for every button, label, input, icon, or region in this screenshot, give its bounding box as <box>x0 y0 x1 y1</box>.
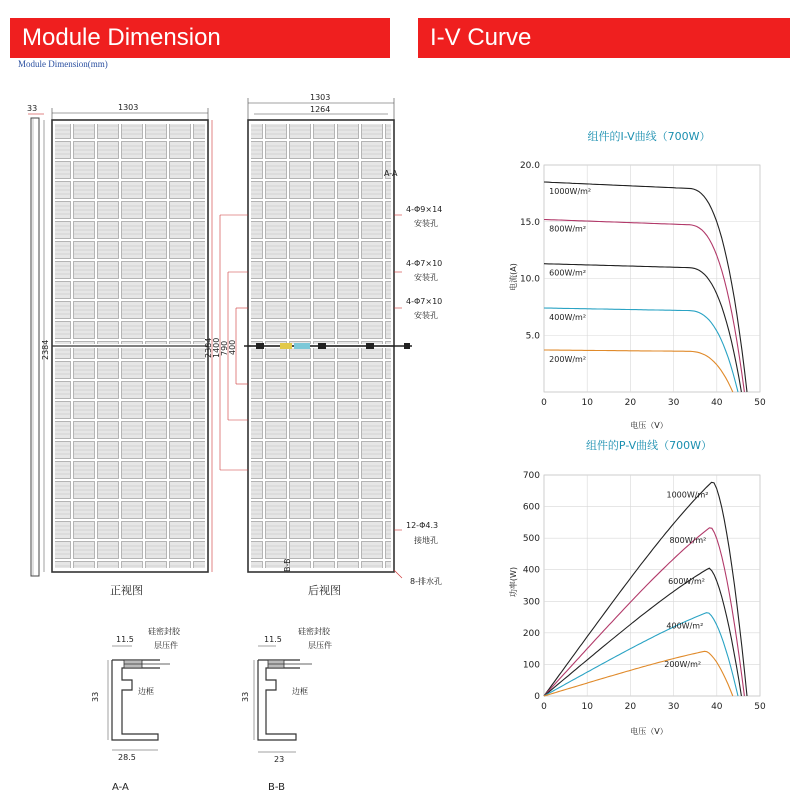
iv-x-tick: 40 <box>711 398 723 408</box>
iv-curve-banner: I-V Curve <box>418 18 790 58</box>
pv-x-tick: 30 <box>667 702 680 712</box>
iv-series-label-4: 200W/m² <box>549 355 587 365</box>
iv-series-label-0: 1000W/m² <box>549 187 592 197</box>
pv-series-label-1: 800W/m² <box>669 536 707 546</box>
pv-chart-ylabel: 功率(W) <box>509 566 518 598</box>
section-b-dim-side: 33 <box>241 691 250 702</box>
dim-400: 400 <box>228 339 237 355</box>
pv-y-tick: 400 <box>522 565 540 576</box>
dim-side-thickness: 33 <box>27 104 38 113</box>
pv-chart-title: 组件的P-V曲线（700W） <box>585 439 713 452</box>
callout-mount-2-sub: 安装孔 <box>414 311 438 320</box>
callout-mount-1: 4-Φ7×10 <box>406 259 443 268</box>
section-a-dim-side: 33 <box>91 691 100 702</box>
iv-x-tick: 0 <box>541 398 547 408</box>
iv-x-tick: 50 <box>754 398 766 408</box>
section-a-laminate: 层压件 <box>154 641 178 650</box>
iv-chart-xlabel: 电压（V） <box>630 421 668 430</box>
dim-back-width: 1303 <box>310 93 331 102</box>
dim-back-height: 2384 <box>204 337 213 358</box>
section-b-dim-top: 11.5 <box>264 635 282 644</box>
pv-chart-xlabel: 电压（V） <box>630 727 668 736</box>
dim-front-height: 2384 <box>41 339 50 360</box>
dim-1400: 1400 <box>212 337 221 358</box>
section-mark-a: A-A <box>384 169 398 178</box>
dim-790: 790 <box>220 340 229 356</box>
dim-front-width: 1303 <box>118 103 139 112</box>
iv-y-tick: 10.0 <box>519 274 540 285</box>
iv-chart-title: 组件的I-V曲线（700W） <box>587 130 711 143</box>
iv-chart-ylabel: 电流(A) <box>509 263 518 291</box>
section-b-laminate: 层压件 <box>308 641 332 650</box>
pv-y-tick: 500 <box>522 534 540 545</box>
pv-x-tick: 10 <box>581 702 593 712</box>
pv-x-tick: 20 <box>624 702 637 712</box>
pv-x-tick: 40 <box>711 702 723 712</box>
section-b-dim-bottom: 23 <box>274 755 285 764</box>
front-view-label: 正视图 <box>110 584 143 597</box>
section-a-sealant: 硅密封胶 <box>148 627 180 636</box>
pv-y-tick: 100 <box>522 660 540 671</box>
iv-y-tick: 20.0 <box>519 161 540 171</box>
pv-y-tick: 0 <box>534 692 540 702</box>
pv-series-label-4: 200W/m² <box>664 660 702 670</box>
pv-series-label-3: 400W/m² <box>666 621 704 631</box>
section-a-frame: 边框 <box>138 687 154 696</box>
callout-mount-big: 4-Φ9×14 <box>406 205 443 214</box>
callout-ground-sub: 接地孔 <box>414 536 438 545</box>
dim-back-inner: 1264 <box>310 105 331 114</box>
pv-x-tick: 50 <box>754 702 766 712</box>
pv-y-tick: 600 <box>522 502 540 513</box>
section-b-label: B-B <box>268 782 285 793</box>
iv-series-label-1: 800W/m² <box>549 224 587 234</box>
pv-series-label-0: 1000W/m² <box>666 490 709 500</box>
callout-mount-2: 4-Φ7×10 <box>406 297 443 306</box>
callout-mount-1-sub: 安装孔 <box>414 273 438 282</box>
pv-y-tick: 200 <box>522 628 540 639</box>
callout-drain: 8-排水孔 <box>410 577 442 586</box>
section-a-dim-bottom: 28.5 <box>118 753 136 762</box>
callout-ground: 12-Φ4.3 <box>406 521 439 530</box>
section-a-dim-top: 11.5 <box>116 635 134 644</box>
section-mark-b: B-B <box>283 558 292 572</box>
iv-x-tick: 20 <box>624 398 637 408</box>
module-dimension-banner: Module Dimension <box>10 18 390 58</box>
pv-x-tick: 0 <box>541 702 547 712</box>
section-b-sealant: 硅密封胶 <box>298 627 330 636</box>
pv-y-tick: 300 <box>522 597 540 608</box>
iv-x-tick: 30 <box>667 398 680 408</box>
section-a-label: A-A <box>112 782 129 793</box>
iv-y-tick: 5.0 <box>525 331 540 342</box>
back-view-label: 后视图 <box>308 584 341 597</box>
iv-series-label-2: 600W/m² <box>549 268 587 278</box>
iv-y-tick: 15.0 <box>519 217 540 228</box>
module-dimension-subtitle: Module Dimension(mm) <box>18 59 108 69</box>
callout-mount-big-sub: 安装孔 <box>414 219 438 228</box>
iv-series-label-3: 400W/m² <box>549 313 587 323</box>
section-b-frame: 边框 <box>292 687 308 696</box>
pv-y-tick: 700 <box>522 471 540 481</box>
pv-series-label-2: 600W/m² <box>668 577 706 587</box>
iv-x-tick: 10 <box>581 398 593 408</box>
